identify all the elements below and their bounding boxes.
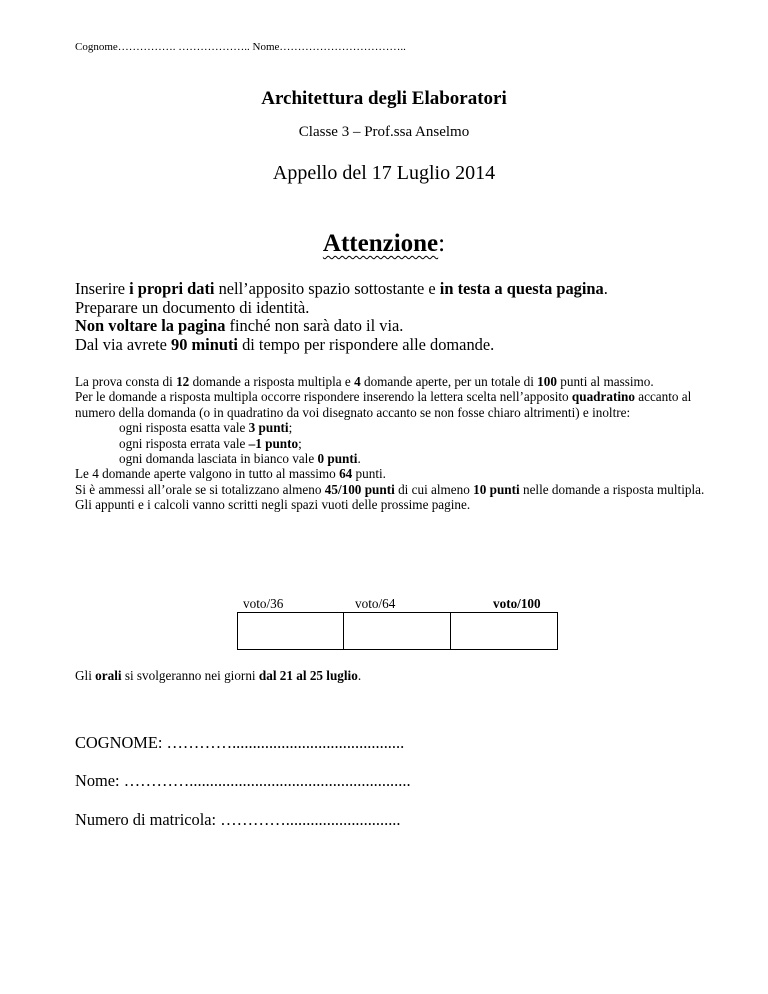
class-line: Classe 3 – Prof.ssa Anselmo [298, 124, 470, 140]
rules-paragraph-1: La prova consta di 12 domande a risposta multipla e 4 domande aperte, per un totale di 100 punti al massimo. [75, 374, 654, 389]
rules-paragraph-3: Le 4 domande aperte valgono in tutto al massimo 64 punti. [75, 466, 386, 482]
grade-header-36: voto/36 [243, 596, 284, 611]
surname-field: COGNOME: ………….......................................... [75, 733, 405, 752]
scoring-wrong: ogni risposta errata vale –1 punto; [119, 435, 302, 451]
attention-colon: : [438, 230, 446, 257]
attention-heading [0, 230, 768, 258]
name-field: Nome: …………...................................................... [75, 771, 411, 790]
grade-table-header [237, 596, 558, 612]
scoring-blank: ogni domanda lasciata in bianco vale 0 punti. [119, 451, 361, 467]
rules-paragraph-4: Si è ammessi all’orale se si totalizzano almeno 45/100 punti di cui almeno 10 punti nelle domande a risposta multipla. [75, 481, 705, 497]
exam-date: Appello del 17 Luglio 2014 [272, 162, 496, 184]
rules-paragraph-5: Gli appunti e i calcoli vanno scritti negli spazi vuoti delle prossime pagine. [75, 497, 471, 513]
intro-line-2: Preparare un documento di identità. [75, 297, 310, 317]
grade-header-100: voto/100 [493, 596, 541, 611]
course-title: Architettura degli Elaboratori [261, 88, 507, 109]
attention-word: Attenzione [322, 230, 439, 257]
grade-table-cells [237, 612, 558, 650]
header-name-line: Cognome……………. ……………….. Nome…………………………….. [75, 41, 406, 53]
intro-line-1: Inserire i propri dati nell’apposito spazio sottostante e in testa a questa pagina. [75, 279, 608, 298]
intro-line-3: Non voltare la pagina finché non sarà dato il via. [75, 316, 404, 336]
intro-instructions [75, 280, 715, 354]
orals-notice: Gli orali si svolgeranno nei giorni dal 21 al 25 luglio. [75, 668, 362, 683]
exam-rules [75, 374, 715, 513]
grade-table [237, 596, 558, 650]
grade-cell-64 [344, 613, 450, 649]
grade-cell-36 [238, 613, 344, 649]
rules-paragraph-2: Per le domande a risposta multipla occorre rispondere inserendo la lettera scelta nell’apposito quadratino accanto al numero della domanda (o in quadratino da voi disegnato accanto se non fosse chiaro altrimenti) e inoltre: [75, 389, 692, 420]
scoring-correct: ogni risposta esatta vale 3 punti; [119, 420, 293, 436]
intro-line-4: Dal via avrete 90 minuti di tempo per rispondere alle domande. [75, 334, 495, 354]
grade-cell-100 [451, 613, 557, 649]
matricola-field: Numero di matricola: …………............................ [75, 810, 401, 829]
grade-header-64: voto/64 [355, 596, 396, 611]
